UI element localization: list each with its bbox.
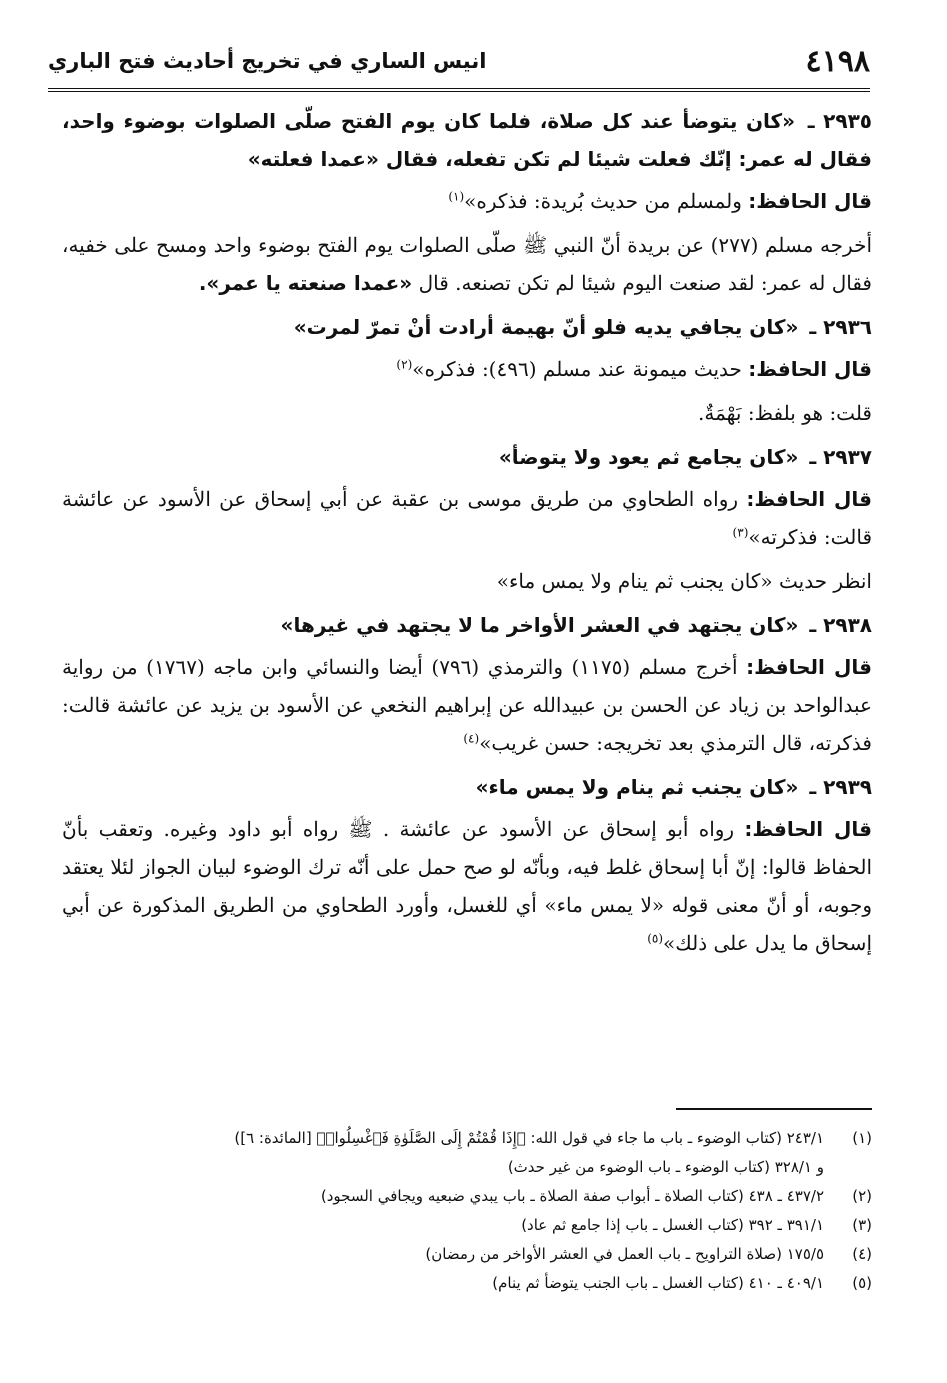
paragraph-text: رواه الطحاوي من طريق موسى بن عقبة عن أبي إسحاق عن الأسود عن عائشة قالت: فذكرته» bbox=[62, 487, 872, 549]
hadith-number: ٢٩٣٥ ـ bbox=[807, 109, 872, 133]
page-header bbox=[48, 38, 870, 84]
footnotes bbox=[62, 1124, 872, 1298]
commentary-paragraph bbox=[62, 182, 872, 220]
footnote-text: ٤٣٧/٢ ـ ٤٣٨ (كتاب الصلاة ـ أبواب صفة الصلاة ـ باب يبدي ضبعيه ويجافي السجود) bbox=[320, 1187, 824, 1205]
paragraph-text: أخرجه مسلم (٢٧٧) عن بريدة أنّ النبي ﷺ صلّى الصلوات يوم الفتح بوضوء واحد ومسح على خفيه، فقال له عمر: لقد صنعت اليوم شيئا لم تكن تصنعه. قال bbox=[62, 233, 872, 295]
paragraph-label: قال الحافظ: bbox=[746, 655, 872, 679]
hadith-text: «كان يجامع ثم يعود ولا يتوضأ» bbox=[498, 445, 799, 469]
hadith-number: ٢٩٣٩ ـ bbox=[809, 775, 872, 799]
commentary-paragraph bbox=[62, 480, 872, 556]
paragraph-text: أخرج مسلم (١١٧٥) والترمذي (٧٩٦) أيضا والنسائي وابن ماجه (١٧٦٧) من رواية عبدالواحد بن زياد عن الحسن بن عبيدالله عن إبراهيم النخعي عن الأسود بن يزيد عن عائشة قالت: فذكرته، قال الترمذي بعد تخريجه: حسن غريب» bbox=[62, 655, 872, 755]
commentary-paragraph bbox=[62, 810, 872, 962]
paragraph-label: قال الحافظ: bbox=[748, 189, 872, 213]
paragraph-text: رواه أبو إسحاق عن الأسود عن عائشة . ﷺ رواه أبو داود وغيره. وتعقب بأنّ الحفاظ قالوا: إنّ أبا إسحاق غلط فيه، وبأنّه لو صح حمل على أنّه ترك الوضوء لبيان الجواز لئلا يعتقد وجوبه، أو أنّ معنى قوله «لا يمس ماء» أي للغسل، وأورد الطحاوي من الطريق المذكورة عن أبي إسحاق ما يدل على ذلك» bbox=[62, 817, 873, 955]
hadith-heading bbox=[62, 308, 872, 346]
footnote-text: ٣٩١/١ ـ ٣٩٢ (كتاب الغسل ـ باب إذا جامع ثم عاد) bbox=[521, 1216, 824, 1234]
hadith-number: ٢٩٣٦ ـ bbox=[809, 315, 872, 339]
footnote-number: (١) bbox=[852, 1129, 872, 1147]
paragraph-label: قال الحافظ: bbox=[744, 817, 872, 841]
footnote-text: ٢٤٣/١ (كتاب الوضوء ـ باب ما جاء في قول الله: ﴿إِذَا قُمْتُمْ إِلَى الصَّلَوٰةِ فَٱغْسِلُوا۟﴾ [المائدة: ٦]) bbox=[234, 1129, 824, 1147]
footnote-number: (٢) bbox=[852, 1187, 872, 1205]
page-number: ٤١٩٨ bbox=[805, 43, 870, 79]
paragraph-text: قلت: هو بلفظ: بَهْمَةٌ. bbox=[698, 401, 872, 425]
paragraph-label: قال الحافظ: bbox=[748, 357, 872, 381]
hadith-text: «كان يجتهد في العشر الأواخر ما لا يجتهد في غيرها» bbox=[280, 613, 799, 637]
footnote-number: (٥) bbox=[852, 1274, 872, 1292]
hadith-text: «كان يجنب ثم ينام ولا يمس ماء» bbox=[475, 775, 799, 799]
footnote-marker: (٤) bbox=[463, 731, 480, 746]
footnote-separator bbox=[676, 1108, 872, 1110]
footnote-marker: (٣) bbox=[732, 525, 749, 540]
commentary-paragraph bbox=[62, 648, 872, 762]
hadith-heading bbox=[62, 768, 872, 806]
hadith-number: ٢٩٣٧ ـ bbox=[809, 445, 872, 469]
header-rule bbox=[48, 88, 870, 92]
commentary-paragraph bbox=[62, 562, 872, 600]
commentary-paragraph bbox=[62, 226, 872, 302]
hadith-text: «كان يتوضأ عند كل صلاة، فلما كان يوم الفتح صلّى الصلوات بوضوء واحد، فقال له عمر: إنّك فعلت شيئا لم تكن تفعله، فقال «عمدا فعلته» bbox=[62, 109, 872, 171]
footnote-marker: (١) bbox=[448, 189, 465, 204]
footnote-marker: (٢) bbox=[396, 357, 413, 372]
paragraph-text: ولمسلم من حديث بُريدة: فذكره» bbox=[464, 189, 742, 213]
hadith-number: ٢٩٣٨ ـ bbox=[809, 613, 872, 637]
hadith-heading bbox=[62, 102, 872, 178]
commentary-paragraph bbox=[62, 350, 872, 388]
footnote bbox=[62, 1211, 872, 1240]
footnote-number: (٣) bbox=[852, 1216, 872, 1234]
footnote bbox=[62, 1269, 872, 1298]
paragraph-bold-quote: «عمدا صنعته يا عمر». bbox=[198, 271, 413, 295]
paragraph-text: انظر حديث «كان يجنب ثم ينام ولا يمس ماء» bbox=[496, 569, 872, 593]
footnote bbox=[62, 1240, 872, 1269]
hadith-text: «كان يجافي يديه فلو أنّ بهيمة أرادت أنْ تمرّ لمرت» bbox=[293, 315, 799, 339]
hadith-heading bbox=[62, 438, 872, 476]
commentary-paragraph bbox=[62, 394, 872, 432]
footnote-continuation: و ٣٢٨/١ (كتاب الوضوء ـ باب الوضوء من غير حدث) bbox=[507, 1158, 824, 1176]
footnote-text: ٤٠٩/١ ـ ٤١٠ (كتاب الغسل ـ باب الجنب يتوضأ ثم ينام) bbox=[492, 1274, 824, 1292]
running-title: انيس الساري في تخريج أحاديث فتح الباري bbox=[48, 49, 487, 73]
page-body bbox=[62, 98, 872, 968]
hadith-heading bbox=[62, 606, 872, 644]
footnote-text: ١٧٥/٥ (صلاة التراويح ـ باب العمل في العشر الأواخر من رمضان) bbox=[425, 1245, 824, 1263]
paragraph-label: قال الحافظ: bbox=[746, 487, 872, 511]
footnote-number: (٤) bbox=[852, 1245, 872, 1263]
footnote bbox=[62, 1124, 872, 1153]
footnote bbox=[62, 1182, 872, 1211]
footnote-marker: (٥) bbox=[647, 931, 664, 946]
paragraph-text: حديث ميمونة عند مسلم (٤٩٦): فذكره» bbox=[412, 357, 742, 381]
